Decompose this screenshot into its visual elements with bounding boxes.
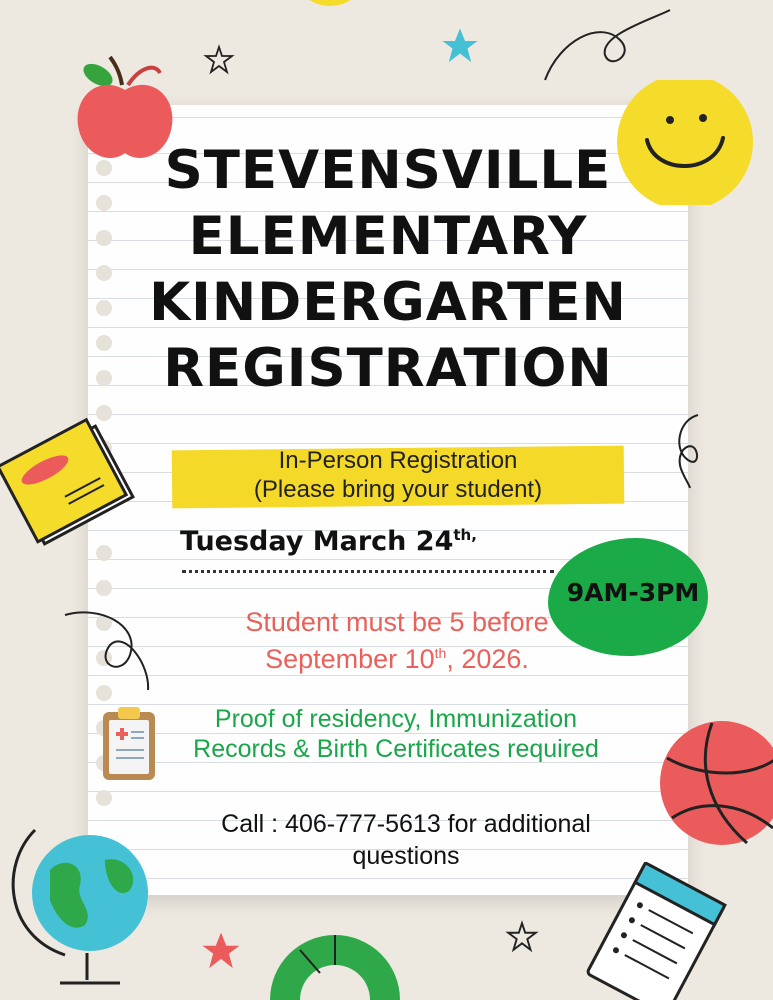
documents-line: Records & Birth Certificates required — [193, 735, 599, 763]
swirl-decoration — [540, 0, 740, 90]
required-documents — [156, 704, 636, 764]
registration-line: In-Person Registration — [278, 447, 518, 474]
star-icon — [200, 930, 242, 972]
registration-type — [172, 446, 624, 504]
protractor-icon — [265, 915, 405, 1000]
globe-icon — [5, 815, 155, 1000]
cutoff-suffix: th — [434, 645, 447, 661]
title-line: ELEMENTARY — [188, 206, 588, 267]
age-requirement — [200, 607, 594, 675]
star-outline-icon — [203, 44, 235, 76]
contact-info — [166, 808, 646, 872]
date-text: Tuesday March 24 — [180, 526, 454, 557]
event-date — [180, 526, 477, 557]
documents-line: Proof of residency, Immunization — [214, 705, 578, 733]
cutoff-year: , 2026. — [446, 644, 529, 674]
star-icon — [440, 26, 480, 66]
event-time: 9AM-3PM — [566, 578, 700, 607]
title-line: REGISTRATION — [163, 338, 613, 399]
event-title — [88, 138, 688, 402]
loop-decoration — [668, 410, 708, 490]
notepad-icon — [582, 862, 732, 1000]
title-line: STEVENSVILLE — [164, 140, 612, 201]
dotted-divider — [182, 570, 554, 573]
sun-icon — [290, 0, 370, 10]
registration-note: (Please bring your student) — [253, 476, 543, 503]
curl-decoration — [60, 605, 160, 695]
title-line: KINDERGARTEN — [149, 272, 627, 333]
age-line: Student must be 5 before — [245, 607, 549, 637]
age-cutoff-date — [200, 638, 594, 675]
contact-line: Call : 406-777-5613 for additional — [221, 810, 591, 838]
cutoff-date: September 10 — [265, 644, 435, 674]
star-outline-icon — [505, 920, 539, 954]
date-suffix: th, — [453, 526, 477, 544]
contact-line: questions — [352, 842, 460, 870]
book-icon — [0, 405, 140, 560]
basketball-icon — [652, 718, 773, 848]
clipboard-icon — [100, 704, 158, 782]
